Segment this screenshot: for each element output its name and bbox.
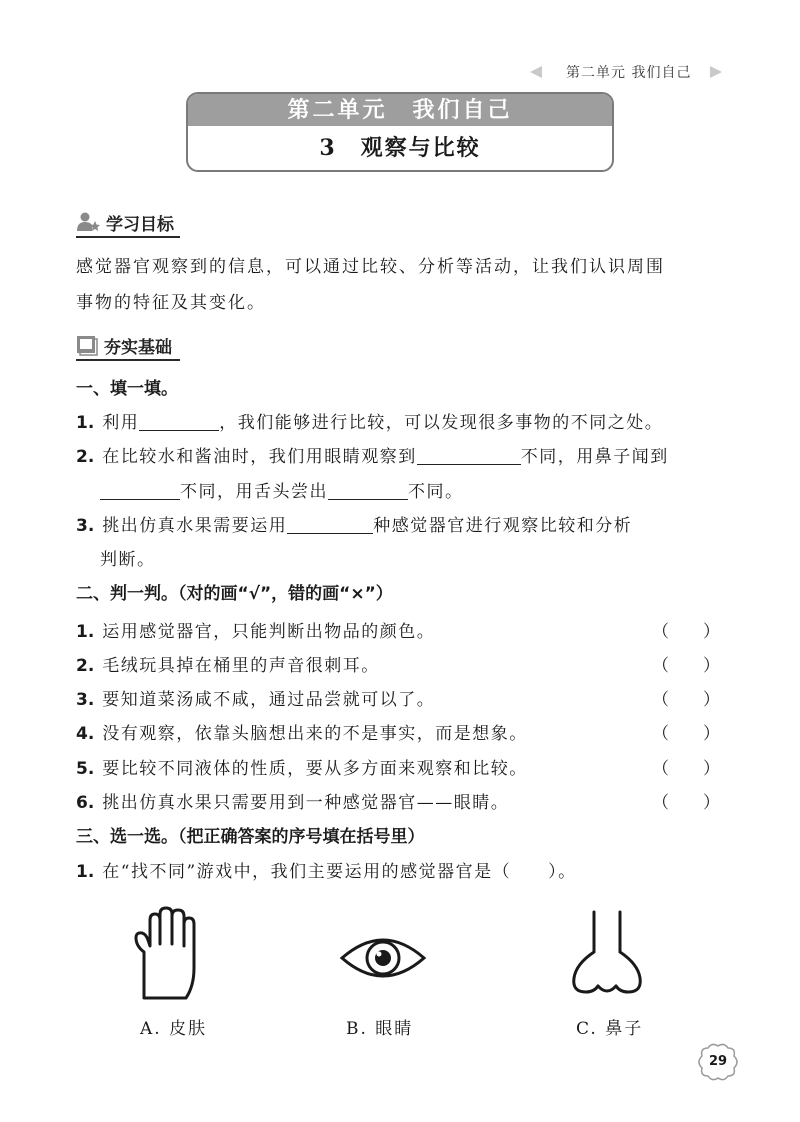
part3-q1-text: 在“找不同”游戏中，我们主要运用的感觉器官是（ ）。 [102, 862, 577, 882]
answer-parens[interactable]: （ ） [652, 656, 720, 676]
tf-item-text: 没有观察，依靠头脑想出来的不是事实，而是想象。 [102, 724, 528, 744]
nose-icon [566, 908, 648, 1000]
q2-blank-1[interactable] [417, 446, 521, 465]
book-icon [76, 334, 98, 356]
page-number [696, 1042, 740, 1082]
goals-heading [76, 208, 174, 236]
question-number: 1. [76, 862, 95, 882]
tf-item-text: 要知道菜汤咸不咸，通过品尝就可以了。 [102, 690, 436, 710]
q2-text-c: 不同，用舌头尝出 [180, 482, 328, 502]
answer-parens[interactable]: （ ） [652, 690, 720, 710]
tf-item-2 [76, 651, 720, 676]
left-triangle-icon [530, 66, 542, 78]
option-b-label[interactable]: B. 眼睛 [346, 1019, 414, 1039]
option-c-label[interactable]: C. 鼻子 [576, 1019, 644, 1039]
q1-blank[interactable] [139, 412, 219, 431]
part3-q1 [76, 857, 577, 882]
tf-item-4 [76, 719, 720, 744]
question-number: 3. [76, 690, 95, 710]
goals-underline [76, 236, 180, 238]
basics-heading [76, 331, 172, 359]
question-number: 4. [76, 724, 95, 744]
part1-q2-cont [100, 477, 464, 502]
unit-title: 第二单元 我们自己 [188, 94, 612, 126]
tf-item-text: 要比较不同液体的性质，要从多方面来观察和比较。 [102, 759, 528, 779]
q2-text-a: 在比较水和酱油时，我们用眼睛观察到 [102, 447, 417, 467]
part1-q1 [76, 408, 663, 433]
answer-parens[interactable]: （ ） [652, 759, 720, 779]
question-number: 6. [76, 793, 95, 813]
tf-item-6 [76, 788, 720, 813]
eye-icon [338, 928, 428, 988]
tf-item-5 [76, 754, 720, 779]
q2-text-d: 不同。 [408, 482, 464, 502]
right-triangle-icon [710, 66, 722, 78]
running-header-text: 第二单元 我们自己 [566, 65, 692, 81]
goals-line-1: 感觉器官观察到的信息，可以通过比较、分析等活动，让我们认识周围 [76, 257, 665, 277]
running-header [530, 60, 730, 84]
lesson-title: 3 观察与比较 [319, 135, 481, 161]
question-number: 5. [76, 759, 95, 779]
q3-text-a: 挑出仿真水果需要运用 [102, 516, 288, 536]
option-a-label[interactable]: A. 皮肤 [140, 1019, 208, 1039]
title-box [186, 92, 614, 172]
part2-title: 二、判一判。（对的画“√”，错的画“×”） [76, 584, 393, 604]
tf-item-text: 毛绒玩具掉在桶里的声音很刺耳。 [102, 656, 380, 676]
q3-blank[interactable] [287, 515, 373, 534]
part3-title: 三、选一选。（把正确答案的序号填在括号里） [76, 827, 425, 847]
basics-underline [76, 359, 180, 361]
answer-parens[interactable]: （ ） [652, 793, 720, 813]
question-number: 3. [76, 516, 95, 536]
q1-text-a: 利用 [102, 413, 140, 433]
q1-text-b: ，我们能够进行比较，可以发现很多事物的不同之处。 [219, 413, 664, 433]
q2-text-b: 不同，用鼻子闻到 [520, 447, 669, 467]
q3-text-b: 种感觉器官进行观察比较和分析 [373, 516, 633, 536]
part1-q2 [76, 442, 669, 467]
person-star-icon [76, 211, 100, 233]
tf-item-1 [76, 617, 720, 642]
question-number: 1. [76, 413, 95, 433]
question-number: 2. [76, 447, 95, 467]
q2-blank-2[interactable] [100, 481, 180, 500]
hand-icon [130, 906, 206, 1002]
page-number-text: 29 [708, 1054, 728, 1069]
question-number: 1. [76, 622, 95, 642]
q2-blank-3[interactable] [328, 481, 408, 500]
goals-line-2: 事物的特征及其变化。 [76, 293, 266, 313]
basics-heading-label: 夯实基础 [104, 337, 172, 358]
part1-title: 一、填一填。 [76, 379, 178, 399]
tf-item-text: 运用感觉器官，只能判断出物品的颜色。 [102, 622, 436, 642]
part1-q3-cont: 判断。 [100, 550, 156, 570]
tf-item-3 [76, 685, 720, 710]
answer-parens[interactable]: （ ） [652, 622, 720, 642]
tf-item-text: 挑出仿真水果只需要用到一种感觉器官——眼睛。 [102, 793, 510, 813]
part1-q3 [76, 511, 632, 536]
answer-parens[interactable]: （ ） [652, 724, 720, 744]
question-number: 2. [76, 656, 95, 676]
goals-heading-label: 学习目标 [106, 214, 174, 235]
